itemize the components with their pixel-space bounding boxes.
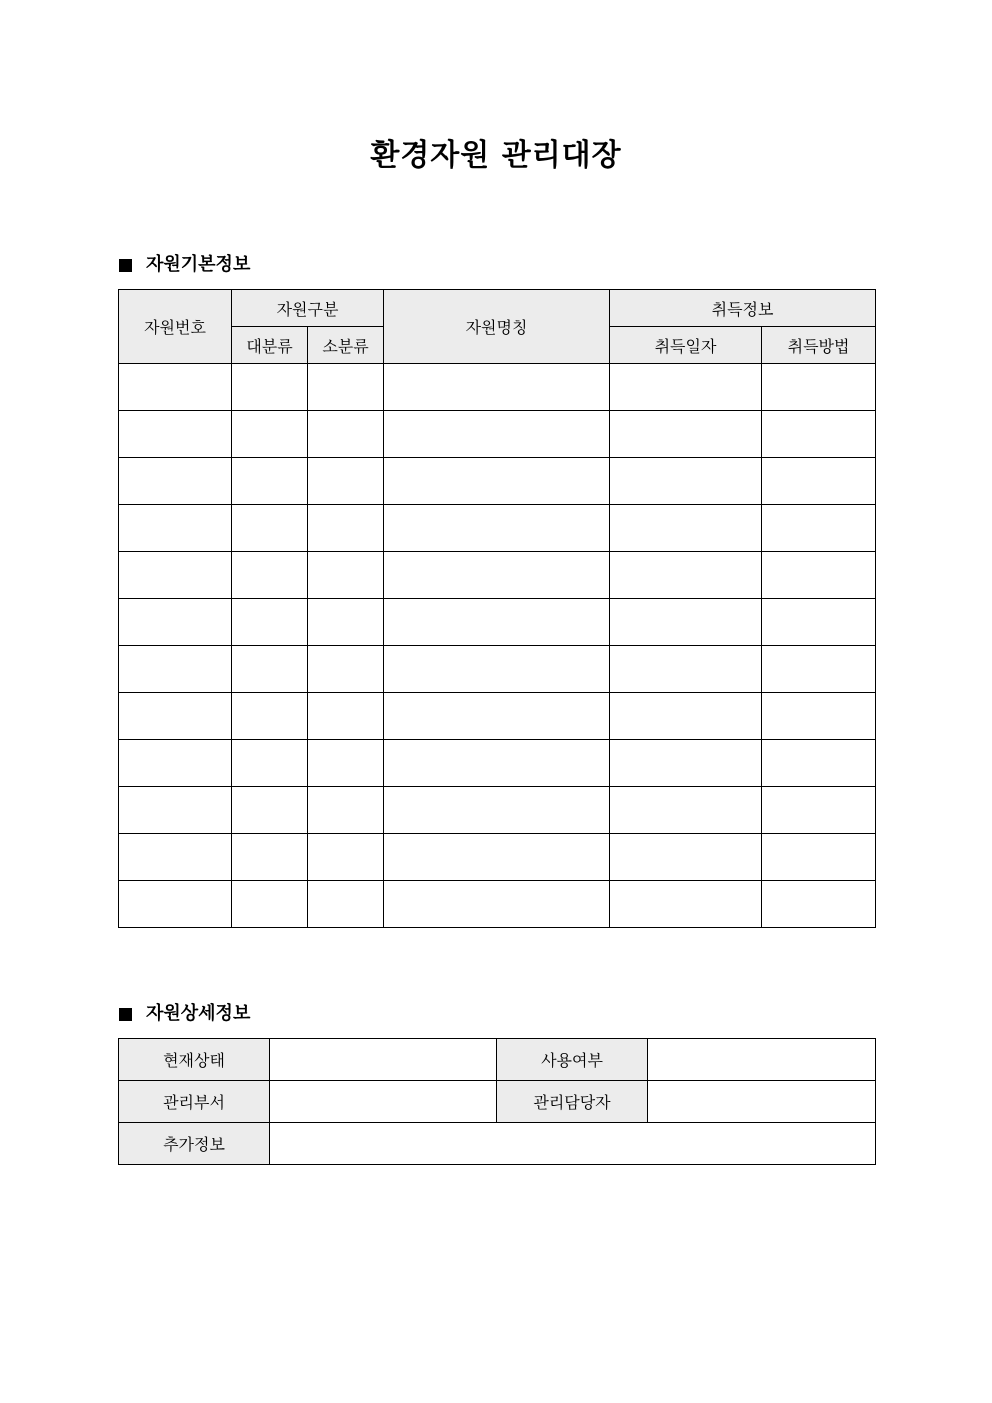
page-title: 환경자원 관리대장 [370,138,622,173]
major-category-cell[interactable] [232,599,308,646]
resource-no-cell[interactable] [119,364,232,411]
table-row [119,881,876,928]
detail-info-table [118,1038,876,1165]
header-resource-name: 자원명칭 [384,290,610,364]
acquisition-date-cell[interactable] [610,693,762,740]
table-row [119,458,876,505]
minor-category-cell[interactable] [308,740,384,787]
acquisition-method-cell[interactable] [762,787,876,834]
status-label: 현재상태 [119,1039,270,1081]
resource-no-cell[interactable] [119,787,232,834]
resource-no-cell[interactable] [119,411,232,458]
resource-no-cell[interactable] [119,834,232,881]
acquisition-method-cell[interactable] [762,834,876,881]
resource-no-cell[interactable] [119,552,232,599]
resource-name-cell[interactable] [384,646,610,693]
resource-name-cell[interactable] [384,834,610,881]
table-row [119,411,876,458]
resource-name-cell[interactable] [384,364,610,411]
minor-category-cell[interactable] [308,693,384,740]
resource-no-cell[interactable] [119,740,232,787]
resource-name-cell[interactable] [384,552,610,599]
major-category-cell[interactable] [232,646,308,693]
table-row [119,787,876,834]
minor-category-cell[interactable] [308,458,384,505]
major-category-cell[interactable] [232,740,308,787]
minor-category-cell[interactable] [308,646,384,693]
acquisition-method-cell[interactable] [762,552,876,599]
acquisition-date-cell[interactable] [610,599,762,646]
header-category: 자원구분 [232,290,384,327]
minor-category-cell[interactable] [308,411,384,458]
acquisition-date-cell[interactable] [610,646,762,693]
resource-no-cell[interactable] [119,646,232,693]
acquisition-method-cell[interactable] [762,646,876,693]
header-acquisition: 취득정보 [610,290,876,327]
acquisition-date-cell[interactable] [610,364,762,411]
resource-name-cell[interactable] [384,693,610,740]
major-category-cell[interactable] [232,787,308,834]
acquisition-date-cell[interactable] [610,834,762,881]
acquisition-date-cell[interactable] [610,505,762,552]
table-row [119,599,876,646]
acquisition-method-cell[interactable] [762,411,876,458]
resource-name-cell[interactable] [384,505,610,552]
basic-info-heading [119,253,250,277]
acquisition-method-cell[interactable] [762,740,876,787]
detail-info-heading [119,1002,250,1026]
resource-no-cell[interactable] [119,881,232,928]
major-category-cell[interactable] [232,834,308,881]
major-category-cell[interactable] [232,693,308,740]
table-row [119,364,876,411]
acquisition-date-cell[interactable] [610,881,762,928]
table-row [119,552,876,599]
acquisition-method-cell[interactable] [762,599,876,646]
resource-name-cell[interactable] [384,787,610,834]
acquisition-date-cell[interactable] [610,552,762,599]
major-category-cell[interactable] [232,411,308,458]
table-row [119,693,876,740]
major-category-cell[interactable] [232,364,308,411]
square-bullet-icon [119,1008,132,1021]
resource-name-cell[interactable] [384,599,610,646]
minor-category-cell[interactable] [308,505,384,552]
minor-category-cell[interactable] [308,787,384,834]
major-category-cell[interactable] [232,458,308,505]
resource-no-cell[interactable] [119,458,232,505]
detail-info-heading-label: 자원상세정보 [146,1003,251,1024]
acquisition-method-cell[interactable] [762,458,876,505]
minor-category-cell[interactable] [308,834,384,881]
header-major-category: 대분류 [232,327,308,364]
table-row [119,740,876,787]
acquisition-method-cell[interactable] [762,364,876,411]
status-field[interactable] [270,1039,497,1081]
manager-label: 관리담당자 [497,1081,648,1123]
basic-info-table [118,289,876,928]
major-category-cell[interactable] [232,505,308,552]
table-row [119,505,876,552]
table-row [119,834,876,881]
resource-no-cell[interactable] [119,505,232,552]
header-resource-no: 자원번호 [119,290,232,364]
minor-category-cell[interactable] [308,599,384,646]
resource-no-cell[interactable] [119,693,232,740]
basic-info-heading-label: 자원기본정보 [146,254,251,275]
resource-name-cell[interactable] [384,881,610,928]
header-acquisition-method: 취득방법 [762,327,876,364]
acquisition-method-cell[interactable] [762,693,876,740]
acquisition-date-cell[interactable] [610,411,762,458]
resource-name-cell[interactable] [384,740,610,787]
acquisition-method-cell[interactable] [762,881,876,928]
manager-field[interactable] [648,1081,876,1123]
major-category-cell[interactable] [232,881,308,928]
minor-category-cell[interactable] [308,552,384,599]
resource-name-cell[interactable] [384,411,610,458]
resource-name-cell[interactable] [384,458,610,505]
major-category-cell[interactable] [232,552,308,599]
usage-label: 사용여부 [497,1039,648,1081]
department-label: 관리부서 [119,1081,270,1123]
extra-info-label: 추가정보 [119,1123,270,1165]
acquisition-method-cell[interactable] [762,505,876,552]
square-bullet-icon [119,259,132,272]
acquisition-date-cell[interactable] [610,787,762,834]
extra-info-field[interactable] [270,1123,876,1165]
minor-category-cell[interactable] [308,364,384,411]
acquisition-date-cell[interactable] [610,740,762,787]
department-field[interactable] [270,1081,497,1123]
header-acquisition-date: 취득일자 [610,327,762,364]
minor-category-cell[interactable] [308,881,384,928]
header-minor-category: 소분류 [308,327,384,364]
table-row [119,646,876,693]
resource-no-cell[interactable] [119,599,232,646]
usage-field[interactable] [648,1039,876,1081]
acquisition-date-cell[interactable] [610,458,762,505]
